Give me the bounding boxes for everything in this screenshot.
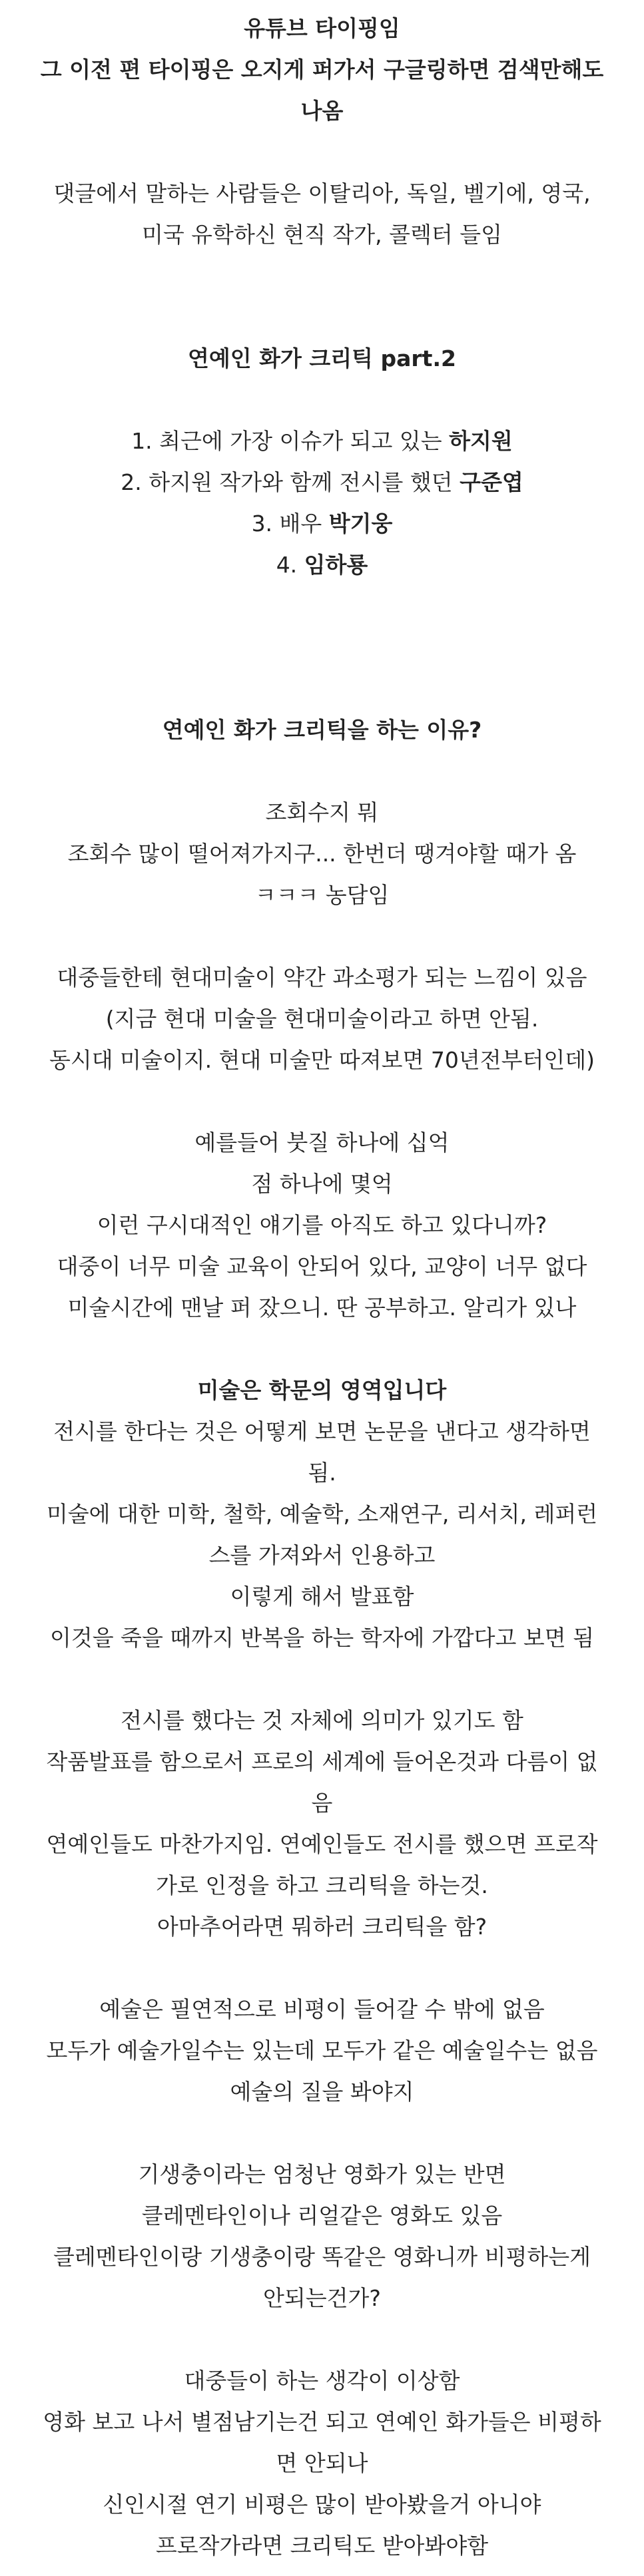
paragraph-line: 이렇게 해서 발표함 <box>230 1584 414 1610</box>
paragraph-line: 작품발표를 함으로서 프로의 세계에 들어온것과 다름이 없 <box>46 1749 598 1775</box>
spacer <box>16 2319 628 2360</box>
list-item <box>16 544 628 586</box>
paragraph-line: 조회수지 뭐 <box>265 799 379 825</box>
spacer <box>16 1948 628 1989</box>
reason-heading: 연예인 화가 크리틱을 하는 이유? <box>162 717 482 743</box>
intro-desc-line-1: 댓글에서 말하는 사람들은 이탈리아, 독일, 벨기에, 영국, <box>53 180 591 206</box>
intro-subtitle-line-1: 그 이전 편 타이핑은 오지게 퍼가서 구글링하면 검색만해도 <box>40 57 604 83</box>
spacer <box>16 297 628 338</box>
paragraph-line: 안되는건가? <box>263 2285 381 2311</box>
paragraph-line: 프로작가라면 크리틱도 받아봐야함 <box>155 2533 489 2559</box>
intro-desc-line-2: 미국 유학하신 현직 작가, 콜렉터 들임 <box>141 222 503 248</box>
intro-subtitle-line-2: 나옴 <box>300 98 344 124</box>
paragraph-line: 클레멘타인이랑 기생충이랑 똑같은 영화니까 비평하는게 <box>53 2244 591 2270</box>
paragraph-line: ㅋㅋㅋ 농담임 <box>254 882 390 908</box>
paragraph-line: 스를 가져와서 인용하고 <box>208 1542 436 1568</box>
paragraph-line: 음 <box>311 1790 333 1816</box>
paragraph-line: 조회수 많이 떨어져가지구... 한번더 땡겨야할 때가 옴 <box>67 841 577 867</box>
paragraph-line: 클레멘타인이나 리얼같은 영화도 있음 <box>141 2203 503 2229</box>
list-item <box>16 462 628 503</box>
list-item-name: 구준엽 <box>460 469 523 495</box>
spacer <box>16 916 628 957</box>
list-item-text: 4. <box>276 552 304 578</box>
paragraph-line: 대중들한테 현대미술이 약간 과소평가 되는 느낌이 있음 <box>57 965 587 990</box>
spacer <box>16 1659 628 1700</box>
list-item-text: 1. 최근에 가장 이슈가 되고 있는 <box>131 428 450 454</box>
paragraph-line: 전시를 한다는 것은 어떻게 보면 논문을 낸다고 생각하면 <box>53 1418 591 1444</box>
paragraph-line: 예를들어 붓질 하나에 십억 <box>194 1130 450 1156</box>
paragraph-line: 신인시절 연기 비평은 많이 받아봤을거 아니야 <box>103 2491 541 2517</box>
paragraph-line: 대중이 너무 미술 교육이 안되어 있다, 교양이 너무 없다 <box>57 1253 587 1279</box>
intro-section <box>16 8 628 256</box>
paragraph-line: 점 하나에 몇억 <box>251 1171 393 1197</box>
subheading: 미술은 학문의 영역입니다 <box>197 1377 447 1403</box>
paragraph-line: 이것을 죽을 때까지 반복을 하는 학자에 가깝다고 보면 됨 <box>49 1625 595 1651</box>
part2-heading: 연예인 화가 크리틱 part.2 <box>188 345 456 371</box>
spacer <box>16 586 628 710</box>
paragraph-line: 동시대 미술이지. 현대 미술만 따져보면 70년전부터인데) <box>49 1047 595 1073</box>
paragraph-line: 아마추어라면 뭐하러 크리틱을 함? <box>157 1914 487 1940</box>
spacer <box>16 751 628 792</box>
paragraph-line: 예술은 필연적으로 비평이 들어갈 수 밖에 없음 <box>99 1996 545 2022</box>
paragraph-line: 기생충이라는 엄청난 영화가 있는 반면 <box>138 2161 506 2187</box>
reason-section <box>16 710 628 2567</box>
paragraph-line: 미술시간에 맨날 퍼 잤으니. 딴 공부하고. 알리가 있나 <box>67 1295 577 1321</box>
intro-title: 유튜브 타이핑임 <box>244 15 400 41</box>
paragraph-line: 면 안되나 <box>276 2450 368 2476</box>
paragraph-line: 영화 보고 나서 별점남기는건 되고 연예인 화가들은 비평하 <box>43 2409 601 2435</box>
list-item <box>16 421 628 462</box>
paragraph-line: 됨. <box>308 1460 336 1486</box>
paragraph-line: (지금 현대 미술을 현대미술이라고 하면 안됨. <box>105 1006 539 1032</box>
paragraph-line: 전시를 했다는 것 자체에 의미가 있기도 함 <box>121 1707 523 1733</box>
spacer <box>16 1329 628 1370</box>
paragraph-line: 모두가 예술가일수는 있는데 모두가 같은 예술일수는 없음 <box>46 2038 598 2063</box>
paragraph-line: 연예인들도 마찬가지임. 연예인들도 전시를 했으면 프로작 <box>46 1831 598 1857</box>
list-item-text: 3. 배우 <box>251 511 329 537</box>
paragraph-line: 대중들이 하는 생각이 이상함 <box>184 2368 460 2394</box>
paragraph-line: 미술에 대한 미학, 철학, 예술학, 소재연구, 리서치, 레퍼런 <box>46 1501 598 1527</box>
part2-section <box>16 338 628 586</box>
list-item-name: 임하룡 <box>304 552 368 578</box>
spacer <box>16 1081 628 1122</box>
spacer <box>16 256 628 297</box>
spacer <box>16 132 628 173</box>
spacer <box>16 379 628 421</box>
paragraph-line: 예술의 질을 봐야지 <box>230 2079 414 2105</box>
list-item-text: 2. 하지원 작가와 함께 전시를 했던 <box>121 469 460 495</box>
paragraph-line: 이런 구시대적인 얘기를 아직도 하고 있다니까? <box>97 1212 547 1238</box>
paragraph-line: 가로 인정을 하고 크리틱을 하는것. <box>156 1872 488 1898</box>
list-item-name: 박기웅 <box>328 511 393 537</box>
spacer <box>16 2113 628 2154</box>
list-item <box>16 503 628 544</box>
list-item-name: 하지원 <box>449 428 513 454</box>
